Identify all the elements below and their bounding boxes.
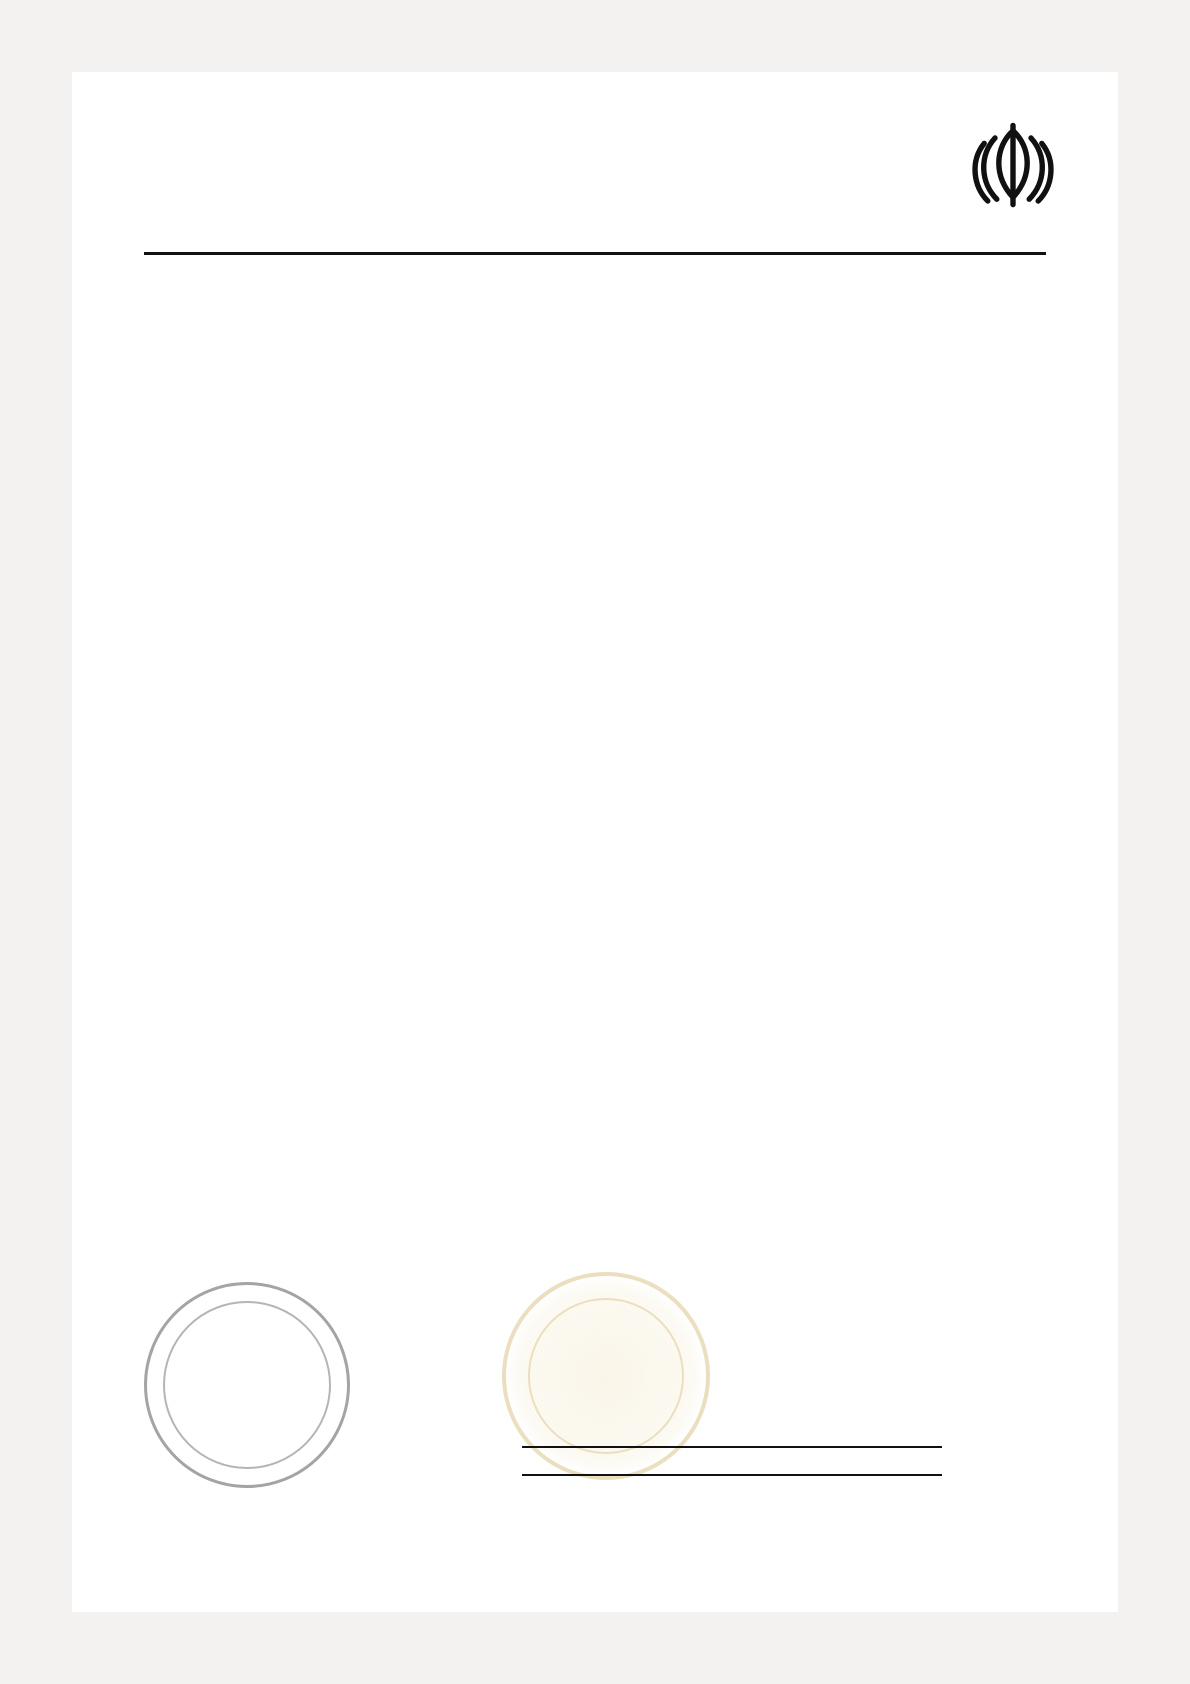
footer-divider-top xyxy=(522,1446,942,1448)
header-divider xyxy=(144,252,1046,255)
meta-number xyxy=(152,164,392,190)
document-page xyxy=(72,72,1118,1612)
letterhead xyxy=(72,72,1118,262)
letter-meta xyxy=(152,164,392,242)
iran-emblem-icon xyxy=(968,120,1058,210)
official-seal xyxy=(144,1282,350,1488)
meta-date xyxy=(152,190,392,216)
document-body xyxy=(160,258,1060,270)
meta-attachment xyxy=(152,216,392,242)
letterhead-title xyxy=(402,130,782,158)
approval-stamp xyxy=(502,1272,710,1480)
footer-divider-bottom xyxy=(522,1474,942,1476)
